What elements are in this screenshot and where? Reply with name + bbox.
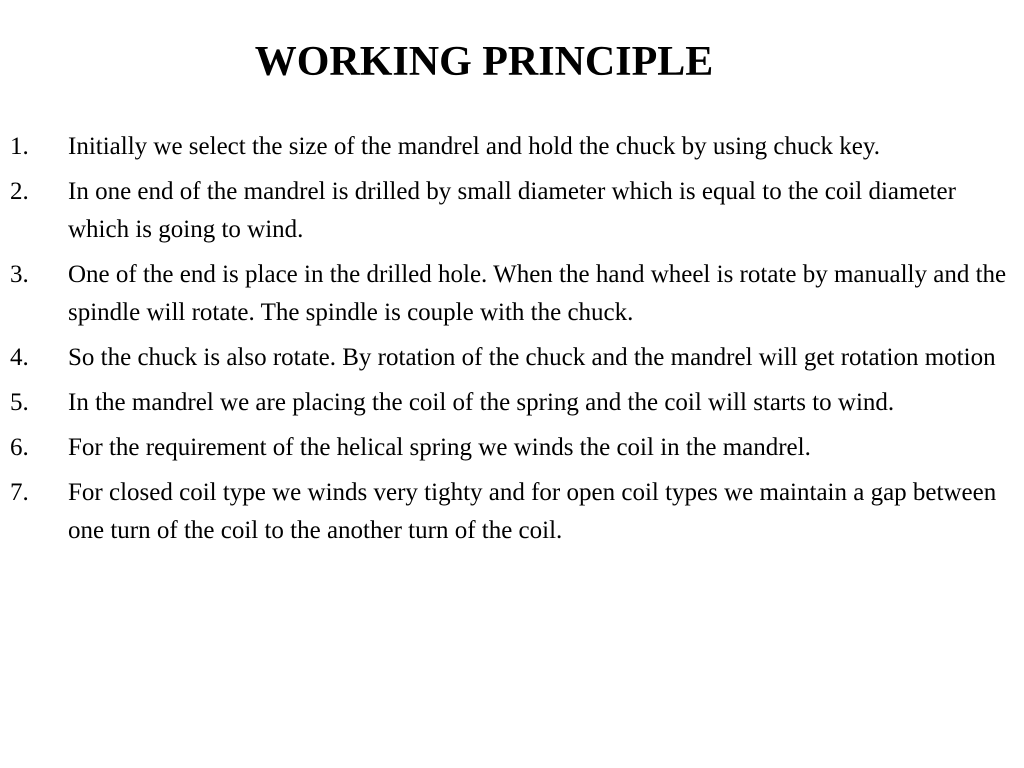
list-item-text: For the requirement of the helical spring we winds the coil in the mandrel.	[68, 434, 811, 461]
slide-title: WORKING PRINCIPLE	[254, 39, 714, 85]
list-item-text: In the mandrel we are placing the coil of the spring and the coil will starts to wind.	[68, 389, 895, 416]
list-item-number: 6.	[10, 434, 29, 461]
list-item-number: 5.	[10, 389, 29, 416]
list-item	[10, 339, 1010, 377]
list-item	[10, 173, 1010, 249]
list-item-text: In one end of the mandrel is drilled by small diameter which is equal to the coil diameter which is going to wind.	[68, 178, 956, 243]
list-item-text: Initially we select the size of the mandrel and hold the chuck by using chuck key.	[68, 133, 881, 160]
list-item-number: 4.	[10, 344, 29, 371]
point-list	[10, 128, 1010, 557]
list-item	[10, 128, 1010, 166]
list-item-number: 3.	[10, 261, 29, 288]
list-item-text: One of the end is place in the drilled hole. When the hand wheel is rotate by manually and the spindle will rotate. The spindle is couple with the chuck.	[68, 261, 1007, 326]
list-item-number: 2.	[10, 178, 29, 205]
list-item-number: 7.	[10, 479, 29, 506]
list-item	[10, 384, 1010, 422]
list-item	[10, 429, 1010, 467]
list-item-number: 1.	[10, 133, 29, 160]
list-item-text: For closed coil type we winds very tighty and for open coil types we maintain a gap between one turn of the coil to the another turn of the coil.	[68, 479, 997, 544]
list-item	[10, 256, 1010, 332]
list-item-text: So the chuck is also rotate. By rotation of the chuck and the mandrel will get rotation motion	[68, 344, 996, 371]
list-item	[10, 474, 1010, 550]
